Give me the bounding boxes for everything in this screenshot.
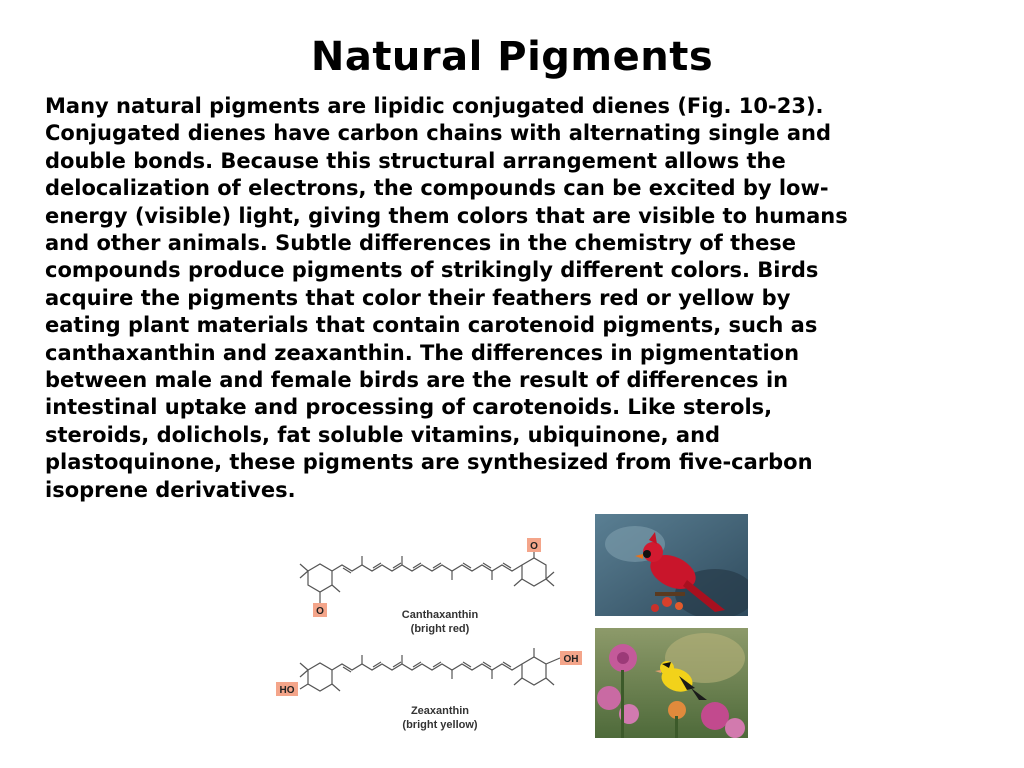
paragraph-line: canthaxanthin and zeaxanthin. The differences in pigmentation	[45, 340, 800, 365]
paragraph-line: compounds produce pigments of strikingly different colors. Birds	[45, 258, 819, 283]
paragraph-line: energy (visible) light, giving them colors that are visible to humans	[45, 203, 848, 228]
canthaxanthin-structure	[300, 548, 554, 604]
paragraph-line: intestinal uptake and processing of carotenoids. Like sterols,	[45, 395, 773, 420]
compound-color: (bright red)	[410, 623, 470, 635]
paragraph-line: and other animals. Subtle differences in the chemistry of these	[45, 231, 797, 256]
compound-name: Canthaxanthin	[401, 609, 479, 621]
group-label: O	[316, 606, 324, 617]
paragraph-line: Conjugated dienes have carbon chains with alternating single and	[45, 121, 831, 146]
group-label: OH	[563, 654, 579, 665]
zeaxanthin-caption	[380, 704, 500, 732]
paragraph-line: acquire the pigments that color their feathers red or yellow by	[45, 285, 791, 310]
paragraph-line: double bonds. Because this structural arrangement allows the	[45, 148, 786, 173]
slide-title: Natural Pigments	[310, 34, 714, 80]
cardinal-photo	[595, 514, 748, 616]
body-paragraph	[45, 93, 995, 504]
zeaxanthin-structure	[300, 648, 560, 691]
paragraph-line: steroids, dolichols, fat soluble vitamins, ubiquinone, and	[45, 422, 721, 447]
paragraph-line: plastoquinone, these pigments are synthesized from five-carbon	[45, 450, 813, 475]
paragraph-line: delocalization of electrons, the compounds can be excited by low-	[45, 176, 829, 201]
carotenoid-figure	[270, 508, 770, 748]
canthaxanthin-caption	[380, 608, 500, 636]
compound-color: (bright yellow)	[402, 719, 478, 731]
group-label: HO	[279, 685, 295, 696]
paragraph-line: eating plant materials that contain carotenoid pigments, such as	[45, 313, 818, 338]
paragraph-line: isoprene derivatives.	[45, 477, 296, 502]
group-label: O	[530, 541, 538, 552]
paragraph-line: between male and female birds are the result of differences in	[45, 368, 789, 393]
goldfinch-photo	[595, 628, 748, 738]
compound-name: Zeaxanthin	[410, 705, 470, 717]
paragraph-line: Many natural pigments are lipidic conjugated dienes (Fig. 10-23).	[45, 94, 824, 118]
